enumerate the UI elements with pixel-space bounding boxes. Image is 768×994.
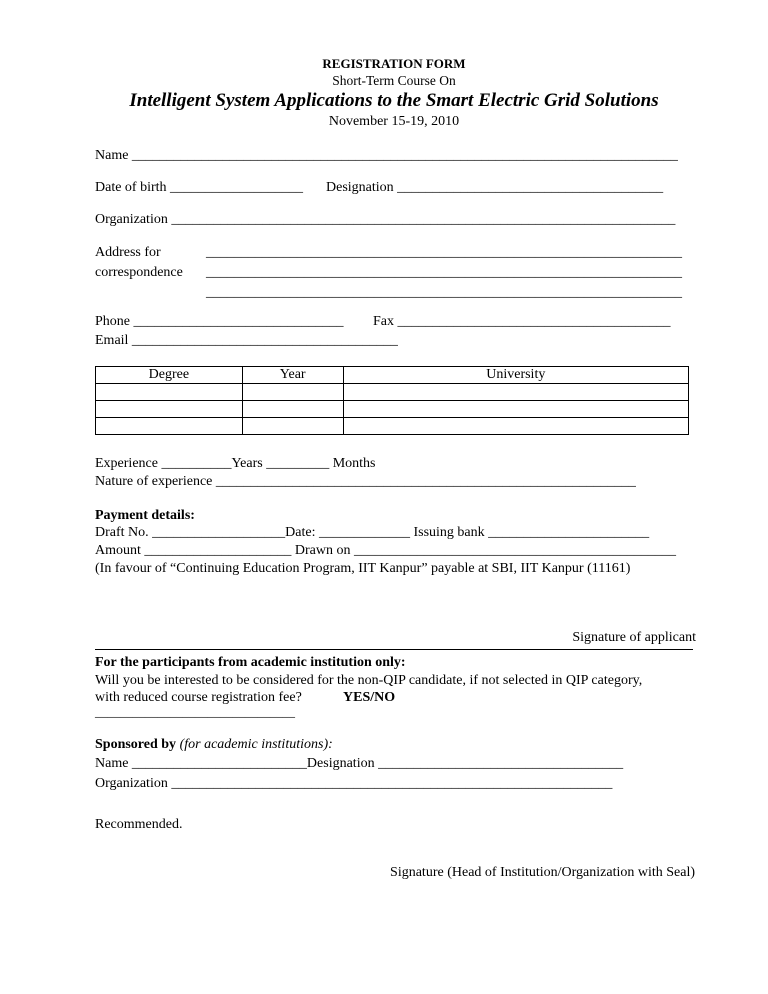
address-label: Address for xyxy=(95,245,161,260)
experience-field[interactable]: Experience __________Years _________ Months xyxy=(95,456,376,471)
year-cell[interactable] xyxy=(242,384,343,401)
address-line-2[interactable]: ____________________________________________________________________ xyxy=(206,265,682,280)
designation-field[interactable]: Designation ______________________________________ xyxy=(326,180,664,195)
yes-no-option[interactable]: YES/NO xyxy=(343,690,396,705)
table-row xyxy=(96,384,689,401)
degree-cell[interactable] xyxy=(96,384,243,401)
recommended-text: Recommended. xyxy=(95,817,183,832)
table-row xyxy=(96,418,689,435)
degree-header: Degree xyxy=(96,367,243,384)
applicant-signature-label: Signature of applicant xyxy=(572,630,696,645)
degree-table xyxy=(95,366,689,435)
table-row xyxy=(96,401,689,418)
payment-note: (In favour of “Continuing Education Program, IIT Kanpur” payable at SBI, IIT Kanpur (11161) xyxy=(95,561,631,576)
university-header: University xyxy=(343,367,688,384)
degree-cell[interactable] xyxy=(96,418,243,435)
academic-answer-blank[interactable]: ________________________________ xyxy=(95,705,295,719)
address-line-1[interactable]: ____________________________________________________________________ xyxy=(206,245,682,260)
head-signature-label: Signature (Head of Institution/Organization with Seal) xyxy=(390,865,695,880)
academic-question: Will you be interested to be considered for the non-QIP candidate, if not selected in QIP category, xyxy=(95,673,643,688)
year-header: Year xyxy=(242,367,343,384)
organization-field[interactable]: Organization ________________________________________________________________________ xyxy=(95,212,676,227)
sponsor-heading-label: Sponsored by xyxy=(95,737,177,752)
address-line-3[interactable]: ____________________________________________________________________ xyxy=(206,285,682,300)
sponsor-name-field[interactable]: Name _________________________Designation ___________________________________ xyxy=(95,756,624,771)
degree-cell[interactable] xyxy=(96,401,243,418)
university-cell[interactable] xyxy=(343,401,688,418)
phone-field[interactable]: Phone ______________________________ xyxy=(95,314,344,329)
academic-heading: For the participants from academic institution only: xyxy=(95,655,406,670)
sponsor-heading-note: (for academic institutions): xyxy=(179,737,333,752)
academic-question-2: with reduced course registration fee? xyxy=(95,690,302,705)
form-subtitle: Short-Term Course On xyxy=(332,73,456,88)
form-title: REGISTRATION FORM xyxy=(322,56,466,71)
address-label-2: correspondence xyxy=(95,265,183,280)
name-field[interactable]: Name ______________________________________________________________________________ xyxy=(95,148,678,163)
divider xyxy=(95,649,693,650)
year-cell[interactable] xyxy=(242,401,343,418)
sponsor-heading xyxy=(95,737,333,753)
nature-of-experience-field[interactable]: Nature of experience ____________________________________________________________ xyxy=(95,474,636,489)
course-dates: November 15-19, 2010 xyxy=(328,114,460,129)
university-cell[interactable] xyxy=(343,418,688,435)
course-title: Intelligent System Applications to the Smart Electric Grid Solutions xyxy=(129,90,659,111)
payment-heading: Payment details: xyxy=(95,508,195,523)
email-field[interactable]: Email ______________________________________ xyxy=(95,333,398,348)
university-cell[interactable] xyxy=(343,384,688,401)
sponsor-organization-field[interactable]: Organization _______________________________________________________________ xyxy=(95,776,613,791)
year-cell[interactable] xyxy=(242,418,343,435)
table-header-row xyxy=(96,367,689,384)
draft-field[interactable]: Draft No. ___________________Date: _____________ Issuing bank _______________________ xyxy=(95,525,650,540)
dob-field[interactable]: Date of birth ___________________ xyxy=(95,180,304,195)
fax-field[interactable]: Fax _______________________________________ xyxy=(373,314,671,329)
amount-field[interactable]: Amount _____________________ Drawn on ______________________________________________ xyxy=(95,543,676,558)
